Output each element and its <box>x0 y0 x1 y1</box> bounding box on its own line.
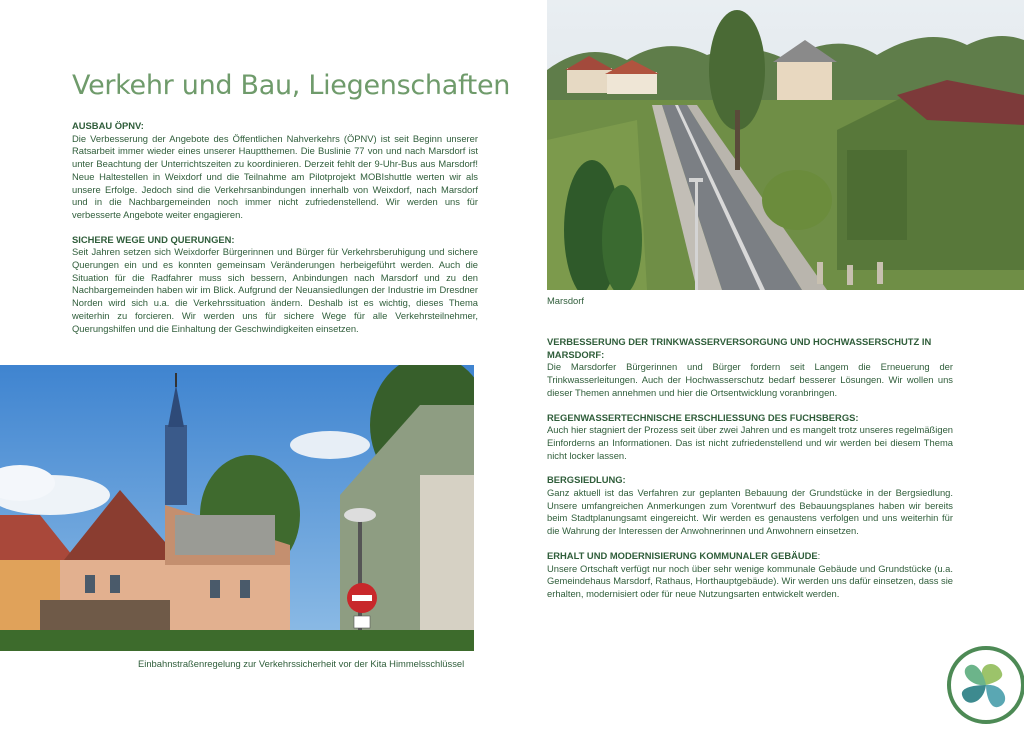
church-illustration <box>0 365 474 651</box>
section-kommunale-gebaeude <box>547 550 953 601</box>
section-text: Unsere Ortschaft verfügt nur noch über sehr wenige kommunale Gebäude und Grundstücke (u.a. Gemeindehaus Marsdorf, Rathaus, Horthauptgebäude). Wir werden uns dafür einsetzen, dass sie erhalten, modernisiert oder für neue Nutzungsarten entwickelt werden. <box>547 562 953 599</box>
section-heading-text: ERHALT UND MODERNISIERUNG KOMMUNALER GEBÄUDE <box>547 549 818 561</box>
section-text: Ganz aktuell ist das Verfahren zur geplanten Bebauung der Grundstücke in der Bergsiedlung. Unsere umfangreichen Anmerkungen zum Vorentwurf des Bebauungsplanes haben wir bereits beim Stadtplanungsamt eingereicht. Wir werden es genaustens verfolgen und uns weiterhin für die Wahrung der Interessen der Anwohnerinnen und Anwohnern einsetzen. <box>547 487 953 537</box>
section-trinkwasser <box>547 336 953 400</box>
left-column <box>72 120 478 347</box>
clover-leaf-logo <box>942 643 1024 724</box>
section-text: Auch hier stagniert der Prozess seit über zwei Jahren und es mangelt trotz unseres regelmäßigen Einforderns an Informationen. Das ist nicht zufriedenstellend und wir werden bei diesem Thema nicht locker lassen. <box>547 424 953 461</box>
photo-marsdorf-street <box>547 0 1024 290</box>
section-text: Die Marsdorfer Bürgerinnen und Bürger fordern seit Langem die Erneuerung der Trinkwasserleitungen. Auch der Hochwasserschutz bedarf besserer Lösungen. Wir wollen uns dieser Themen annehmen und hier die Ortsentwicklung voranbringen. <box>547 361 953 398</box>
section-heading: VERBESSERUNG DER TRINKWASSERVERSORGUNG UND HOCHWASSERSCHUTZ IN MARSDORF: <box>547 336 932 360</box>
section-text: Seit Jahren setzen sich Weixdorfer Bürgerinnen und Bürger für Verkehrsberuhigung und sichere Querungen ein und es konnten gemeinsam Veränderungen herbeigeführt werden. Auch die Situation für die Radfahrer muss sich bessern, Anbindungen nach Marsdorf und zu den Nachbargemeinden haben wir im Blick. Aufgrund der Neuansiedlungen der Industrie im Dresdner Norden wird sich u.a. die Verkehrssituation ändern. Deshalb ist es wichtig, dieses Thema weiterhin zu forcieren. Wir werden uns für sichere Wege für alle Verkehrsteilnehmer, Querungshilfen und die Einhaltung der Geschwindigkeiten einsetzen. <box>72 246 478 334</box>
logo-icon <box>942 643 1024 724</box>
section-regenwasser <box>547 412 953 463</box>
section-heading: SICHERE WEGE UND QUERUNGEN: <box>72 233 235 245</box>
photo-caption-top: Marsdorf <box>547 295 584 306</box>
section-heading-suffix: : <box>817 549 821 561</box>
photo-caption-bottom: Einbahnstraßenregelung zur Verkehrssicherheit vor der Kita Himmelsschlüssel <box>138 658 465 669</box>
photo-church-oneway <box>0 365 474 651</box>
right-column <box>547 336 953 613</box>
section-heading <box>547 550 953 563</box>
section-sichere-wege <box>72 234 478 336</box>
section-oepnv <box>72 120 478 222</box>
section-text: Die Verbesserung der Angebote des Öffentlichen Nahverkehrs (ÖPNV) ist seit Beginn unserer Ratsarbeit immer wieder eines unserer Hauptthemen. Die Buslinie 77 von und nach Marsdorf ist unter Beachtung der Unterrichtszeiten zu koordinieren. Derzeit fehlt der 9-Uhr-Bus aus Marsdorf! Neue Haltestellen in Weixdorf und die Teilnahme am Pilotprojekt MOBIshuttle werten wir als unsere Erfolge. Jedoch sind die Verkehrsanbindungen innerhalb von Weixdorf, nach Marsdorf und in die Nachbargemeinden noch immer nicht zufriedenstellend. Wir werden uns für verbesserte Angebote weiter engagieren. <box>72 132 478 220</box>
section-heading: BERGSIEDLUNG: <box>547 474 626 486</box>
section-heading: REGENWASSERTECHNISCHE ERSCHLIESSUNG DES FUCHSBERGS: <box>547 411 859 423</box>
page-title: Verkehr und Bau, Liegenschaften <box>72 70 511 101</box>
section-bergsiedlung <box>547 474 953 538</box>
section-heading: AUSBAU ÖPNV: <box>72 120 144 131</box>
street-illustration <box>547 0 1024 290</box>
